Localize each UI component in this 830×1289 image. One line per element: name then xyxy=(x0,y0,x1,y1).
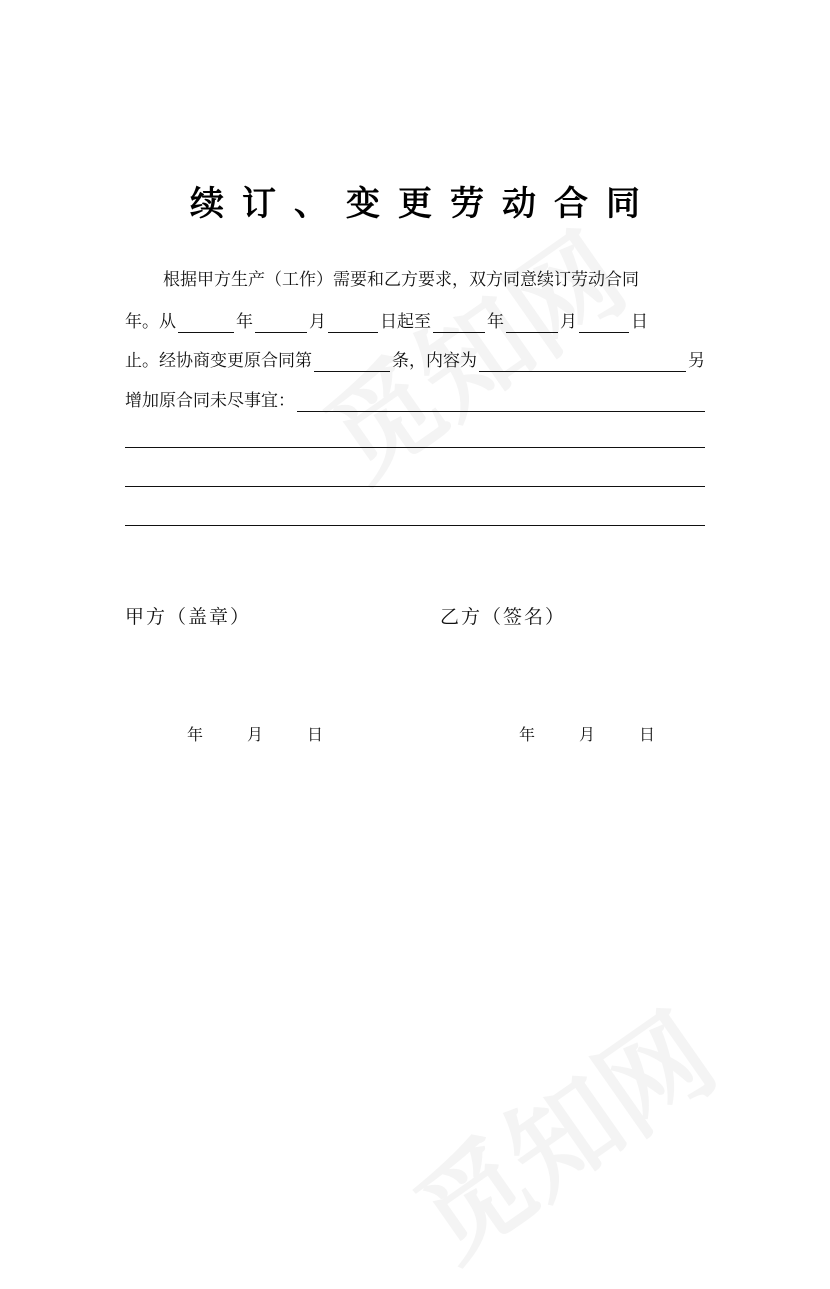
date-year-label: 年 xyxy=(519,725,536,744)
date-day-label: 日 xyxy=(639,725,656,744)
paragraph-text: 止。经协商变更原合同第 xyxy=(125,351,312,371)
end-day-blank[interactable] xyxy=(579,314,629,333)
paragraph-line-4 xyxy=(125,390,705,412)
document-title: 续订、变更劳动合同 xyxy=(190,184,658,224)
party-b-signature-label: 乙方（签名） xyxy=(440,606,567,628)
party-b-date xyxy=(519,722,655,745)
date-month-label: 月 xyxy=(247,725,264,744)
paragraph-text: 年 xyxy=(487,312,504,332)
end-month-blank[interactable] xyxy=(506,314,558,333)
paragraph-text: 根据甲方生产（工作）需要和乙方要求，双方同意续订劳动合同 xyxy=(163,270,639,290)
day-blank[interactable] xyxy=(328,314,378,333)
paragraph-text: 增加原合同未尽事宜： xyxy=(125,391,295,411)
end-year-blank[interactable] xyxy=(433,314,485,333)
date-year-label: 年 xyxy=(187,725,204,744)
paragraph-text: 年。从 xyxy=(125,312,176,332)
watermark xyxy=(380,971,741,1289)
paragraph-text: 月 xyxy=(309,312,326,332)
paragraph-line-3 xyxy=(125,350,705,372)
month-blank[interactable] xyxy=(255,314,307,333)
article-blank[interactable] xyxy=(314,353,390,372)
paragraph-text: 另 xyxy=(688,351,705,371)
paragraph-text: 日 xyxy=(631,312,648,332)
additional-matters-blank[interactable] xyxy=(297,393,705,412)
writing-line[interactable] xyxy=(125,486,705,487)
year-blank[interactable] xyxy=(178,314,234,333)
paragraph-text: 条，内容为 xyxy=(392,351,477,371)
paragraph-text: 年 xyxy=(236,312,253,332)
paragraph-text: 日起至 xyxy=(380,312,431,332)
writing-line[interactable] xyxy=(125,447,705,448)
date-day-label: 日 xyxy=(307,725,324,744)
paragraph-line-2 xyxy=(125,311,705,333)
date-month-label: 月 xyxy=(579,725,596,744)
content-blank[interactable] xyxy=(479,353,686,372)
paragraph-line-1 xyxy=(163,269,705,291)
paragraph-text: 月 xyxy=(560,312,577,332)
writing-line[interactable] xyxy=(125,525,705,526)
party-a-seal-label: 甲方（盖章） xyxy=(125,606,252,628)
party-a-date xyxy=(187,722,323,745)
